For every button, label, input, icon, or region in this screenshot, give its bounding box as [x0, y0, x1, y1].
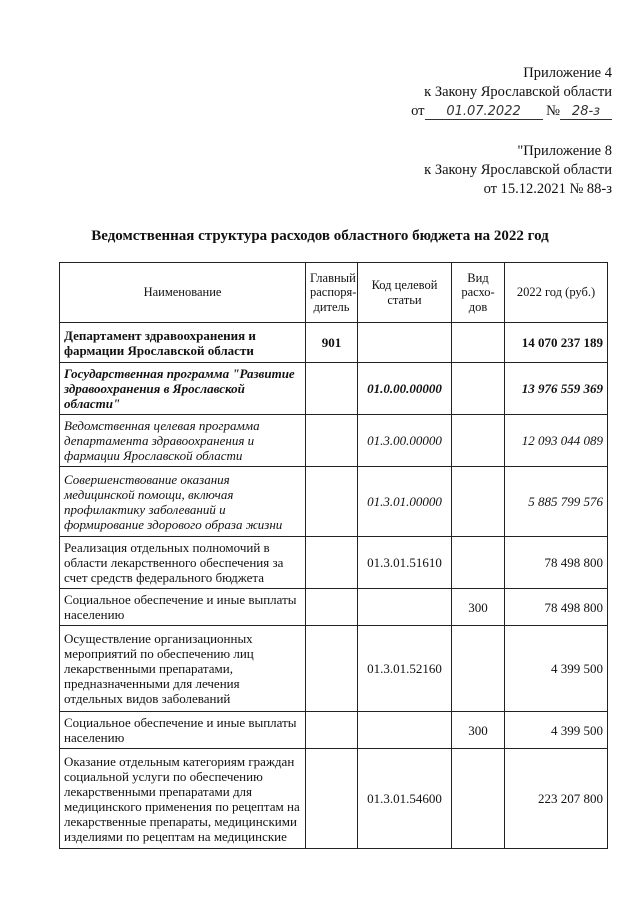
- row-manager: [306, 749, 358, 849]
- col-header-expense-type: Вид расхо-дов: [452, 263, 505, 323]
- row-amount: 78 498 800: [505, 537, 608, 589]
- row-name: Осуществление организационных мероприятий по обеспечению лиц лекарственными препаратами, предназначенными для лечения отдельных видов заболеваний: [60, 626, 306, 712]
- original-law-reference: к Закону Ярославской области: [424, 162, 612, 178]
- row-name: Оказание отдельным категориям граждан социальной услуги по обеспечению лекарственными препаратами для медицинского применения по рецептам на лекарственные препараты, медицинскими изделиями по рецептам на медицинские: [60, 749, 306, 849]
- row-code: 01.3.01.00000: [358, 467, 452, 537]
- row-expense-type: [452, 363, 505, 415]
- original-law-date: от 15.12.2021 № 88-з: [483, 181, 612, 197]
- row-code: 01.3.01.51610: [358, 537, 452, 589]
- table-row: [60, 467, 608, 537]
- row-amount: 4 399 500: [505, 626, 608, 712]
- row-amount: 223 207 800: [505, 749, 608, 849]
- row-code: 01.3.01.52160: [358, 626, 452, 712]
- row-expense-type: [452, 467, 505, 537]
- table-row: [60, 537, 608, 589]
- document-title: Ведомственная структура расходов областного бюджета на 2022 год: [91, 228, 549, 244]
- table-row: [60, 712, 608, 749]
- row-expense-type: [452, 749, 505, 849]
- row-manager: [306, 467, 358, 537]
- row-code: [358, 712, 452, 749]
- row-code: [358, 323, 452, 363]
- row-amount: 5 885 799 576: [505, 467, 608, 537]
- row-expense-type: [452, 537, 505, 589]
- row-name: Реализация отдельных полномочий в области лекарственного обеспечения за счет средств федерального бюджета: [60, 537, 306, 589]
- row-code: 01.0.00.00000: [358, 363, 452, 415]
- row-manager: [306, 626, 358, 712]
- table-header-row: [60, 263, 608, 323]
- table-row: [60, 589, 608, 626]
- handwritten-number: 28-з: [560, 105, 612, 120]
- col-header-manager: Главный распоря-дитель: [306, 263, 358, 323]
- row-amount: 4 399 500: [505, 712, 608, 749]
- table-row: [60, 323, 608, 363]
- handwritten-date: 01.07.2022: [425, 105, 543, 120]
- row-manager: 901: [306, 323, 358, 363]
- row-manager: [306, 537, 358, 589]
- appendix-header: [411, 64, 612, 121]
- row-manager: [306, 589, 358, 626]
- row-amount: 13 976 559 369: [505, 363, 608, 415]
- original-appendix-header: [424, 142, 612, 199]
- budget-table: [59, 262, 608, 849]
- row-expense-type: [452, 626, 505, 712]
- col-header-amount: 2022 год (руб.): [505, 263, 608, 323]
- row-manager: [306, 363, 358, 415]
- row-expense-type: 300: [452, 589, 505, 626]
- table-row: [60, 749, 608, 849]
- row-expense-type: 300: [452, 712, 505, 749]
- row-manager: [306, 712, 358, 749]
- from-prefix: от: [411, 103, 425, 119]
- row-name: Совершенствование оказания медицинской помощи, включая профилактику заболеваний и формирование здорового образа жизни: [60, 467, 306, 537]
- law-reference: к Закону Ярославской области: [424, 84, 612, 100]
- row-amount: 14 070 237 189: [505, 323, 608, 363]
- table-row: [60, 626, 608, 712]
- row-code: [358, 589, 452, 626]
- row-name: Ведомственная целевая программа департамента здравоохранения и фармации Ярославской области: [60, 415, 306, 467]
- table-body: [60, 323, 608, 849]
- row-name: Социальное обеспечение и иные выплаты населению: [60, 589, 306, 626]
- row-expense-type: [452, 415, 505, 467]
- table-row: [60, 363, 608, 415]
- table-row: [60, 415, 608, 467]
- col-header-code: Код целевой статьи: [358, 263, 452, 323]
- law-date-line: [411, 102, 612, 121]
- appendix-label: Приложение 4: [523, 65, 612, 81]
- col-header-name: Наименование: [60, 263, 306, 323]
- row-manager: [306, 415, 358, 467]
- row-name: Департамент здравоохранения и фармации Ярославской области: [60, 323, 306, 363]
- row-amount: 12 093 044 089: [505, 415, 608, 467]
- row-code: 01.3.01.54600: [358, 749, 452, 849]
- row-name: Государственная программа "Развитие здравоохранения в Ярославской области": [60, 363, 306, 415]
- row-expense-type: [452, 323, 505, 363]
- original-appendix-label: "Приложение 8: [517, 143, 612, 159]
- number-sign: №: [546, 103, 560, 119]
- row-amount: 78 498 800: [505, 589, 608, 626]
- row-code: 01.3.00.00000: [358, 415, 452, 467]
- row-name: Социальное обеспечение и иные выплаты населению: [60, 712, 306, 749]
